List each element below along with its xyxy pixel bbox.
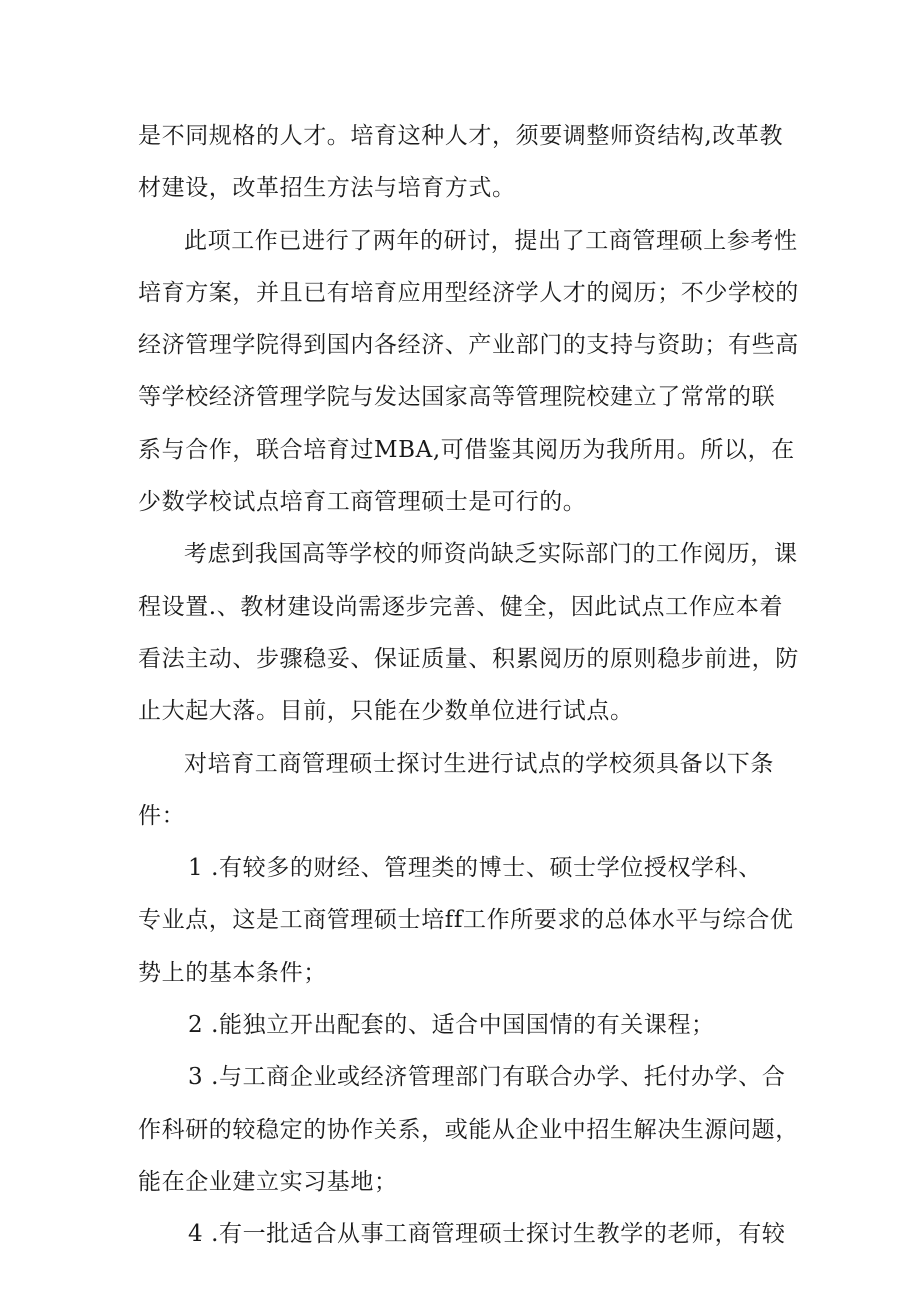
- text-line: 培育方案，并且已有培育应用型经济学人才的阅历；不少学校的: [138, 279, 799, 306]
- text-line: 作科研的较稳定的协作关系，或能从企业中招生解决生源问题，: [138, 1116, 799, 1143]
- paragraph-start-line: 考虑到我国高等学校的师资尚缺乏实际部门的工作阅历，课: [184, 541, 798, 568]
- list-item-line: 4 .有一批适合从事工商管理硕士探讨生教学的老师，有较: [188, 1221, 786, 1248]
- text-line: 材建设，改革招生方法与培育方式。: [138, 175, 516, 202]
- text-line: 势上的基本条件；: [138, 959, 327, 986]
- list-item-line: 2 .能独立开出配套的、适合中国国情的有关课程；: [188, 1012, 715, 1039]
- text-line: 是不同规格的人才。培育这种人才，须要调整师资结构,改革教: [138, 123, 784, 149]
- text-line: 能在企业建立实习基地；: [138, 1168, 398, 1195]
- list-item-line: 1 .有较多的财经、管理类的博士、硕士学位授权学科、: [188, 855, 762, 882]
- text-line: 程设置.、教材建设尚需逐步完善、健全，因此试点工作应本着: [138, 593, 784, 620]
- text-line: 系与合作，联合培育过MBA,可借鉴其阅历为我所用。所以，在: [138, 436, 795, 463]
- paragraph-start-line: 此项工作已进行了两年的研讨，提出了工商管理硕上参考性: [184, 227, 798, 254]
- text-line: 件：: [138, 802, 186, 829]
- text-line: 少数学校试点培育工商管理硕士是可行的。: [138, 489, 587, 516]
- list-item-line: 3 .与工商企业或经济管理部门有联合办学、托付办学、合: [188, 1064, 786, 1091]
- body-text: [138, 110, 799, 1261]
- text-line: 看法主动、步骤稳妥、保证质量、积累阅历的原则稳步前进，防: [138, 645, 799, 672]
- paragraph-start-line: 对培育工商管理硕士探讨生进行试点的学校须具备以下条: [184, 750, 774, 777]
- text-line: 止大起大落。目前，只能在少数单位进行试点。: [138, 698, 634, 725]
- text-line: 等学校经济管理学院与发达国家高等管理院校建立了常常的联: [138, 384, 776, 411]
- text-line: 专业点，这是工商管理硕士培ff工作所要求的总体水平与综合优: [138, 907, 794, 934]
- text-line: 经济管理学院得到国内各经济、产业部门的支持与资助；有些高: [138, 332, 799, 359]
